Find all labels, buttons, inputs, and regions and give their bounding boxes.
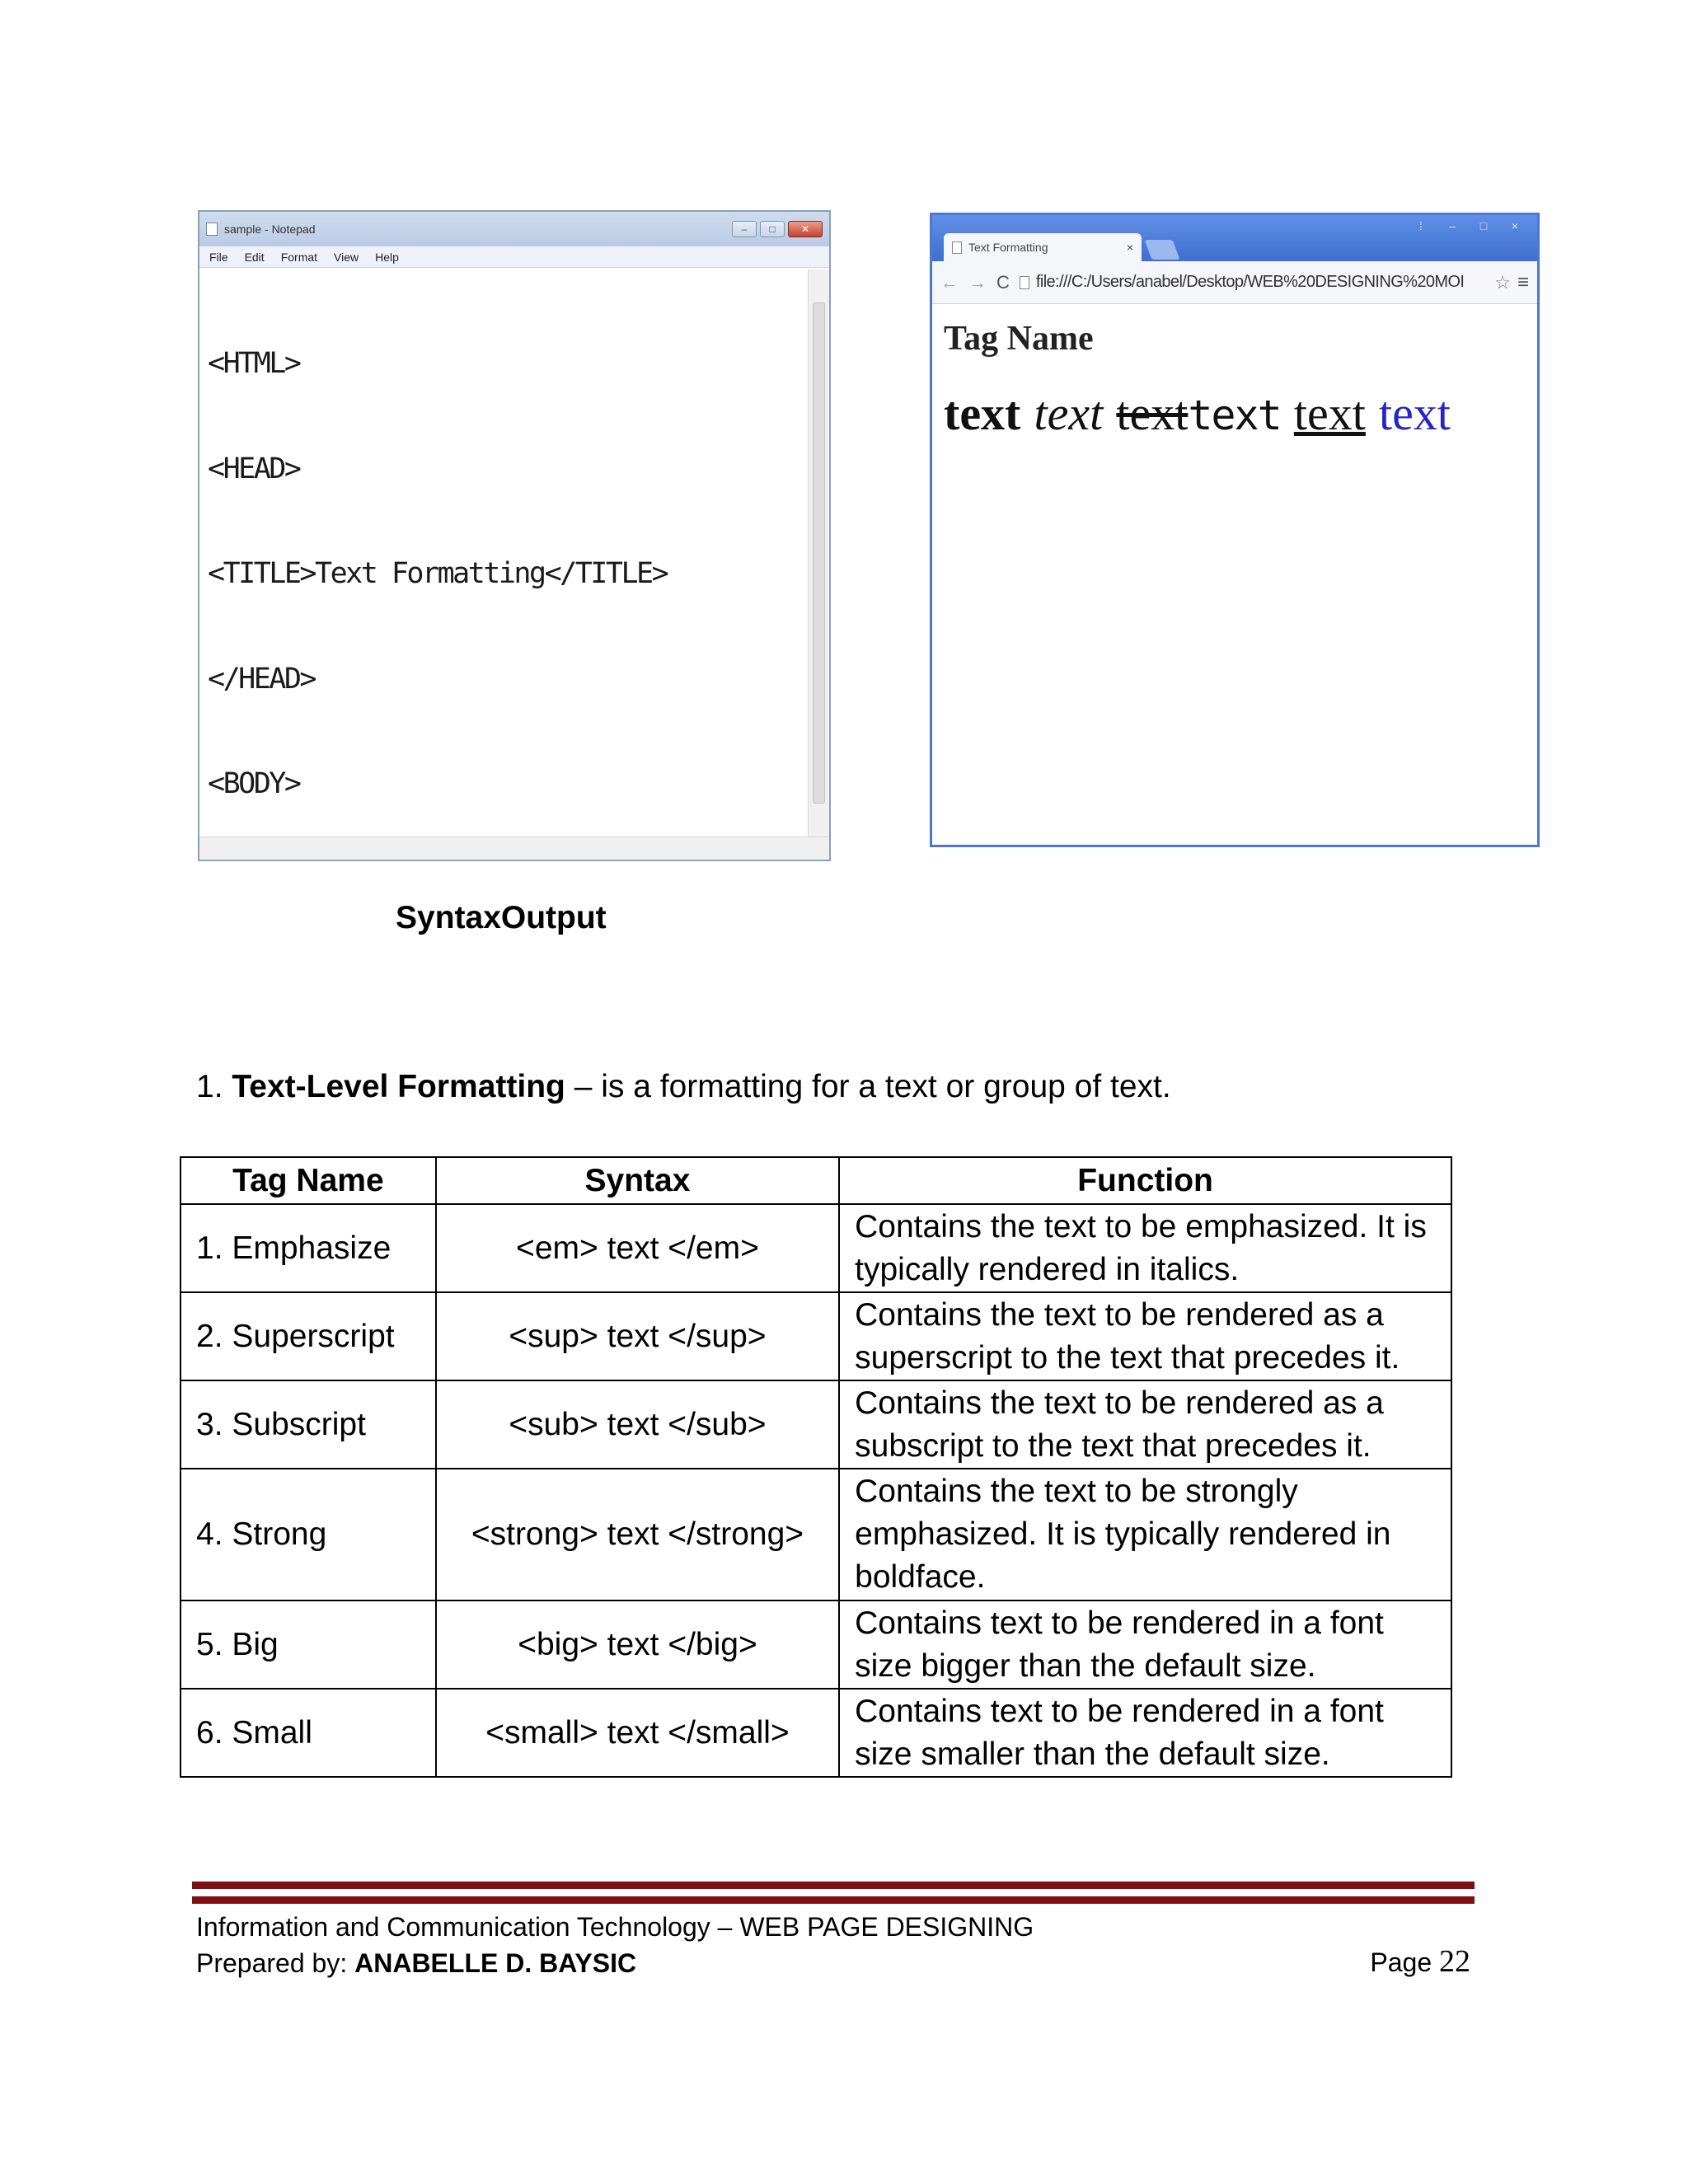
cell-syntax: <strong> text </strong> — [436, 1469, 839, 1601]
minimize-icon: – — [732, 221, 757, 237]
cell-function: Contains text to be rendered in a font size smaller than the default size. — [839, 1689, 1451, 1777]
page-icon — [952, 241, 962, 254]
table-header-row — [181, 1157, 1451, 1204]
address-bar — [1020, 269, 1491, 297]
menu-file: File — [209, 250, 228, 264]
cell-tag-name: 6. Small — [181, 1689, 436, 1777]
notepad-menubar — [199, 246, 829, 268]
sample-strike: text — [1116, 387, 1189, 440]
footer-rule-bottom — [192, 1896, 1475, 1904]
footer-author: ANABELLE D. BAYSIC — [354, 1948, 637, 1978]
rendered-heading: Tag Name — [944, 320, 1094, 358]
table-row — [181, 1469, 1451, 1601]
new-tab-icon — [1145, 240, 1180, 260]
cell-tag-name: 3. Subscript — [181, 1380, 436, 1469]
sample-font-blue: text — [1378, 387, 1451, 440]
menu-edit: Edit — [244, 250, 265, 264]
cell-syntax: <big> text </big> — [436, 1601, 839, 1689]
notepad-scroll-thumb — [813, 302, 825, 804]
header-tag-name: Tag Name — [181, 1157, 436, 1204]
cell-tag-name: 4. Strong — [181, 1469, 436, 1601]
figure-caption: SyntaxOutput — [396, 900, 607, 935]
sample-italic: text — [1034, 387, 1104, 440]
page-label: Page — [1370, 1947, 1432, 1977]
browser-window-controls — [1404, 217, 1529, 235]
section-description: – is a formatting for a text or group of text. — [574, 1069, 1171, 1104]
browser-tabstrip — [932, 215, 1537, 261]
section-title: Text-Level Formatting — [232, 1069, 565, 1104]
table-row — [181, 1689, 1451, 1777]
code-line: <TITLE>Text Formatting</TITLE> — [208, 557, 668, 590]
section-heading — [196, 1069, 1171, 1105]
footer-prepared-by — [196, 1948, 636, 1979]
minimize-icon: – — [1449, 219, 1456, 232]
close-icon: × — [1511, 219, 1519, 232]
code-line: <HEAD> — [208, 452, 300, 485]
sample-bold: text — [944, 387, 1021, 440]
cell-function: Contains the text to be rendered as a superscript to the text that precedes it. — [839, 1292, 1451, 1380]
browser-page-content — [932, 304, 1537, 456]
menu-view: View — [334, 250, 359, 264]
section-number: 1. — [196, 1069, 223, 1104]
page-number — [1370, 1943, 1470, 1980]
page-number-value: 22 — [1439, 1944, 1470, 1979]
text-formatting-table — [180, 1156, 1452, 1778]
sample-teletype: text — [1188, 391, 1281, 439]
header-function: Function — [839, 1157, 1451, 1204]
browser-toolbar — [932, 261, 1537, 304]
table-row — [181, 1292, 1451, 1380]
user-icon: ⁞ — [1419, 219, 1423, 232]
back-arrow-icon: ← — [940, 271, 959, 293]
notepad-title: sample - Notepad — [224, 223, 316, 236]
rendered-text-samples — [944, 385, 1526, 444]
bookmark-star-icon: ☆ — [1494, 271, 1511, 293]
close-icon: ✕ — [788, 221, 823, 237]
cell-syntax: <sup> text </sup> — [436, 1292, 839, 1380]
address-url: file:///C:/Users/anabel/Desktop/WEB%20DESIGNING%20MOI — [1035, 273, 1465, 291]
notepad-horizontal-scrollbar — [199, 837, 829, 860]
notepad-code — [208, 276, 801, 861]
browser-screenshot — [930, 213, 1540, 847]
sample-underline: text — [1293, 387, 1366, 440]
cell-syntax: <em> text </em> — [436, 1204, 839, 1292]
code-line: <HTML> — [208, 347, 300, 380]
cell-syntax: <sub> text </sub> — [436, 1380, 839, 1469]
cell-function: Contains the text to be strongly emphasized. It is typically rendered in boldface. — [839, 1469, 1451, 1601]
browser-tab — [944, 233, 1142, 261]
table-row — [181, 1601, 1451, 1689]
notepad-title-bar — [199, 212, 829, 246]
header-syntax: Syntax — [436, 1157, 839, 1204]
cell-tag-name: 5. Big — [181, 1601, 436, 1689]
footer-rule-top — [192, 1882, 1475, 1889]
cell-tag-name: 2. Superscript — [181, 1292, 436, 1380]
footer-prepared-label: Prepared by: — [196, 1948, 348, 1978]
tab-close-icon: × — [1126, 241, 1133, 254]
footer-subject: Information and Communication Technology – WEB PAGE DESIGNING — [196, 1912, 1034, 1942]
menu-icon: ≡ — [1517, 270, 1529, 293]
notepad-vertical-scrollbar — [808, 269, 829, 837]
maximize-icon: □ — [760, 221, 785, 237]
code-line: <BODY> — [208, 767, 300, 800]
forward-arrow-icon: → — [968, 271, 987, 293]
cell-function: Contains text to be rendered in a font size bigger than the default size. — [839, 1601, 1451, 1689]
menu-format: Format — [280, 250, 318, 264]
code-line: </HEAD> — [208, 662, 316, 696]
table-row — [181, 1204, 1451, 1292]
cell-tag-name: 1. Emphasize — [181, 1204, 436, 1292]
reload-icon: C — [996, 271, 1010, 293]
notepad-editor — [199, 269, 829, 860]
table-row — [181, 1380, 1451, 1469]
cell-function: Contains the text to be rendered as a subscript to the text that precedes it. — [839, 1380, 1451, 1469]
maximize-icon: □ — [1479, 219, 1488, 232]
menu-help: Help — [375, 250, 399, 264]
cell-syntax: <small> text </small> — [436, 1689, 839, 1777]
notepad-app-icon — [206, 223, 218, 236]
cell-function: Contains the text to be emphasized. It is typically rendered in italics. — [839, 1204, 1451, 1292]
browser-tab-title: Text Formatting — [968, 241, 1048, 254]
notepad-screenshot — [198, 210, 831, 861]
file-icon — [1020, 276, 1029, 289]
